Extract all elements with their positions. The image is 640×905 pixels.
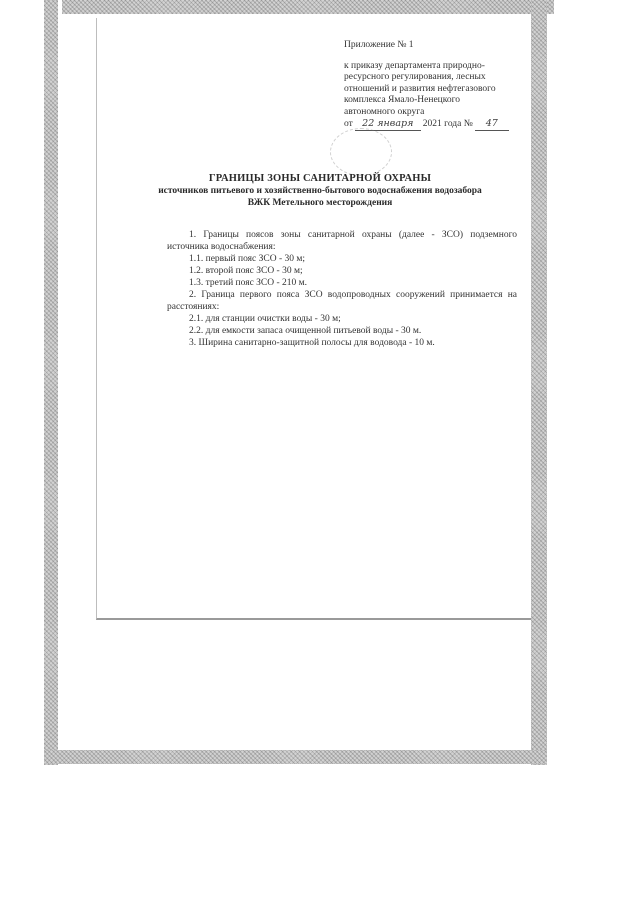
- appendix-line: комплекса Ямало-Ненецкого: [344, 95, 461, 105]
- document-body: [167, 229, 517, 349]
- scan-border-right: [531, 0, 547, 765]
- paragraph-1-1: 1.1. первый пояс ЗСО - 30 м;: [189, 254, 306, 264]
- paragraph-2-1: 2.1. для станции очистки воды - 30 м;: [189, 314, 341, 324]
- scan-border-left: [44, 0, 58, 765]
- paragraph-2-2: 2.2. для емкости запаса очищенной питьевой воды - 30 м.: [189, 326, 422, 336]
- scan-border-top: [62, 0, 554, 14]
- title-line-1: ГРАНИЦЫ ЗОНЫ САНИТАРНОЙ ОХРАНЫ: [208, 173, 432, 184]
- appendix-line: к приказу департамента природно-: [344, 60, 485, 71]
- paragraph-2: 2. Граница первого пояса ЗСО водопроводных сооружений принимается на расстояниях:: [167, 290, 517, 312]
- scan-border-bottom: [44, 750, 547, 764]
- appendix-block: [344, 40, 529, 131]
- paragraph-1: 1. Границы поясов зоны санитарной охраны (далее - ЗСО) подземного источника водоснабжения:: [167, 230, 517, 252]
- handwritten-number: 47: [475, 118, 509, 131]
- paragraph-1-2: 1.2. второй пояс ЗСО - 30 м;: [189, 266, 303, 276]
- date-year: 2021 года №: [422, 119, 473, 129]
- faint-seal: [330, 128, 392, 176]
- title-line-2: источников питьевого и хозяйственно-бытового водоснабжения водозабора: [158, 186, 482, 196]
- paragraph-3: 3. Ширина санитарно-защитной полосы для водовода - 10 м.: [189, 338, 435, 348]
- handwritten-date: 22 января: [355, 118, 421, 131]
- appendix-line: автономного округа: [344, 106, 425, 117]
- appendix-line: ресурсного регулирования, лесных: [344, 72, 486, 82]
- document-title: [130, 172, 510, 209]
- paragraph-1-3: 1.3. третий пояс ЗСО - 210 м.: [189, 278, 308, 288]
- appendix-line: отношений и развития нефтегазового: [344, 83, 496, 94]
- title-line-3: ВЖК Метельного месторождения: [247, 198, 393, 208]
- date-prefix: от: [344, 119, 353, 129]
- appendix-heading: Приложение № 1: [344, 40, 414, 50]
